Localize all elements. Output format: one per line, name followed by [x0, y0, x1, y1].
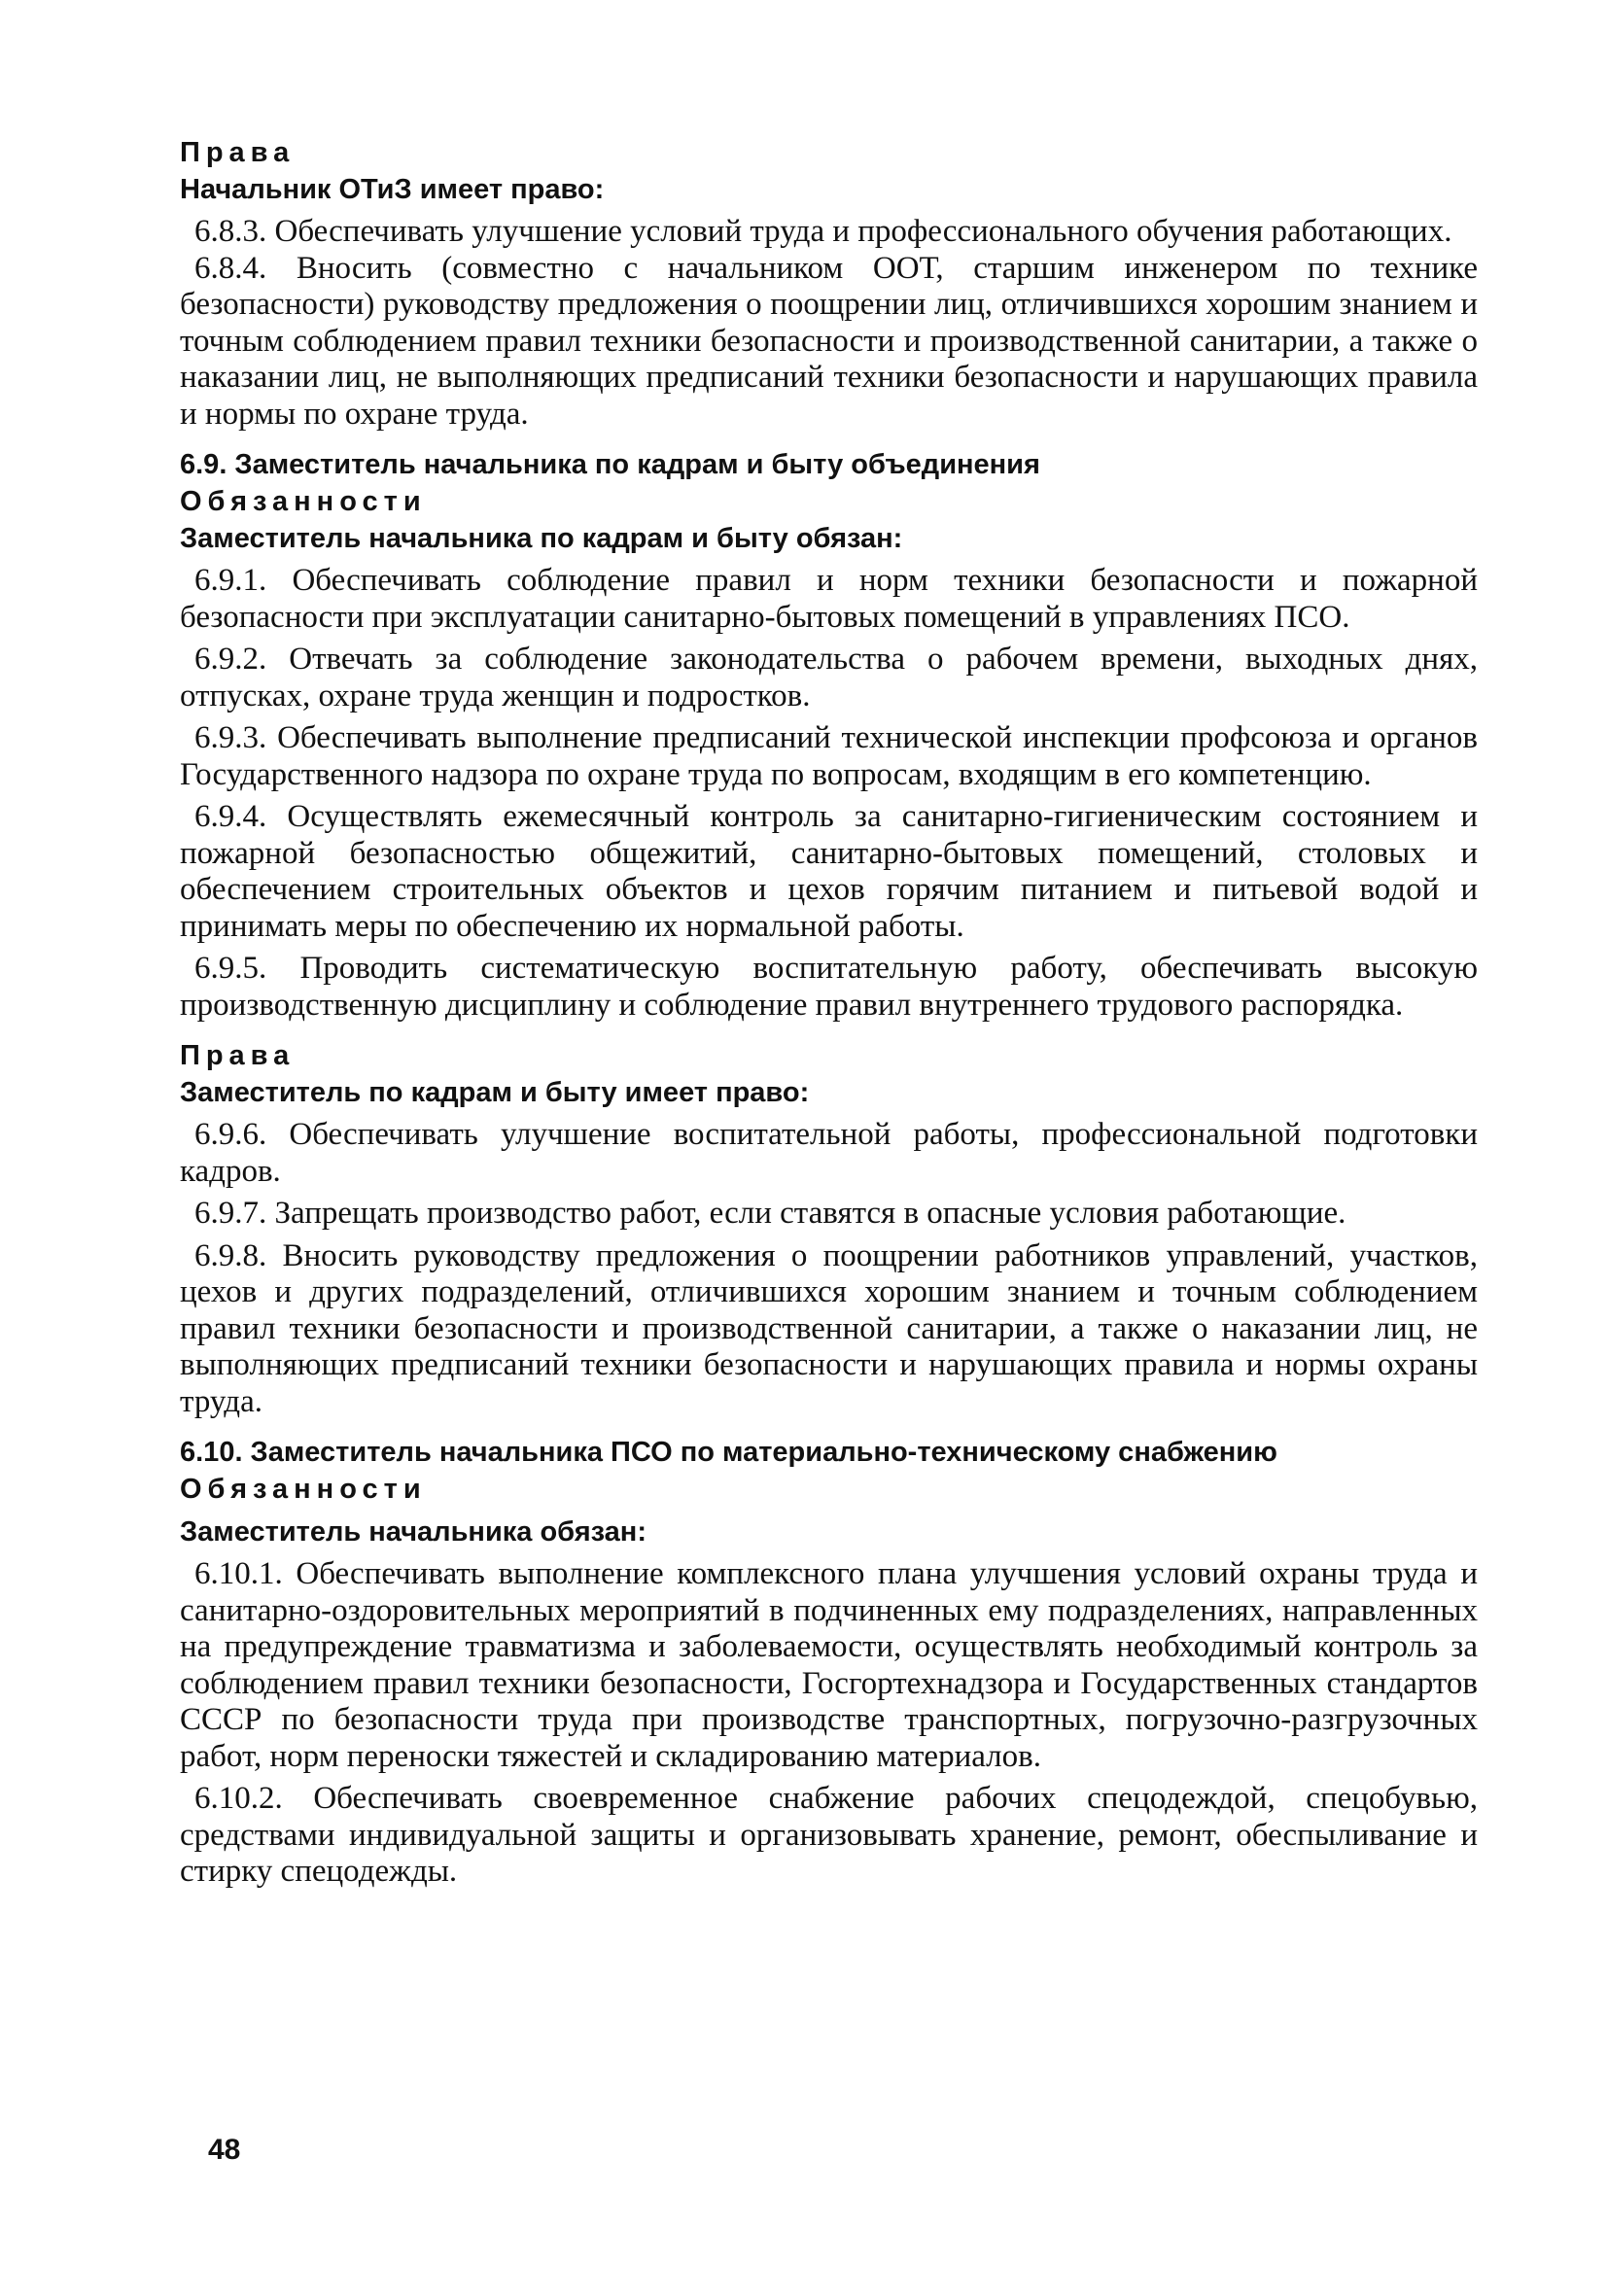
paragraph-6-9-6: 6.9.6. Обеспечивать улучшение воспитательной работы, профессиональной подготовки кадров.	[180, 1117, 1478, 1189]
duties-subtitle-2: Заместитель начальника обязан:	[180, 1516, 647, 1548]
paragraph-6-8-3: 6.8.3. Обеспечивать улучшение условий труда и профессионального обучения работающих.	[194, 214, 1452, 249]
rights-subtitle: Начальник ОТиЗ имеет право:	[180, 174, 605, 205]
rights-subtitle-2: Заместитель по кадрам и быту имеет право:	[180, 1077, 810, 1108]
page-number: 48	[208, 2134, 241, 2166]
section-heading-6-9: 6.9. Заместитель начальника по кадрам и быту объединения	[180, 449, 1040, 480]
text-column	[180, 134, 1478, 1891]
paragraph-6-9-2: 6.9.2. Отвечать за соблюдение законодательства о рабочем времени, выходных днях, отпусках, охране труда женщин и подростков.	[180, 642, 1478, 713]
paragraph-6-9-7: 6.9.7. Запрещать производство работ, если ставятся в опасные условия работающие.	[194, 1196, 1346, 1231]
duties-subtitle: Заместитель начальника по кадрам и быту обязан:	[180, 523, 903, 554]
paragraph-6-9-4: 6.9.4. Осуществлять ежемесячный контроль за санитарно-гигиеническим состоянием и пожарной безопасностью общежитий, санитарно-бытовых помещений, столовых и обеспечением строительных объектов и цехов горячим питанием и питьевой водой и принимать меры по обеспечению их нормальной работы.	[180, 799, 1478, 944]
paragraph-6-9-1: 6.9.1. Обеспечивать соблюдение правил и норм техники безопасности и пожарной безопасности при эксплуатации санитарно-бытовых помещений в управлениях ПСО.	[180, 563, 1478, 635]
duties-title: Обязанности	[180, 486, 427, 517]
duties-title-2: Обязанности	[180, 1474, 427, 1505]
rights-title: Права	[180, 137, 296, 168]
paragraph-6-8-4: 6.8.4. Вносить (совместно с начальником ООТ, старшим инженером по технике безопасности) руководству предложения о поощрении лиц, отличившихся хорошим знанием и точным соблюдением правил техники безопасности и производственной санитарии, а также о наказании лиц, не выполняющих предписаний техники безопасности и нарушающих правила и нормы по охране труда.	[180, 250, 1478, 432]
paragraph-6-9-5: 6.9.5. Проводить систематическую воспитательную работу, обеспечивать высокую производственную дисциплину и соблюдение правил внутреннего трудового распорядка.	[180, 951, 1478, 1023]
paragraph-6-10-2: 6.10.2. Обеспечивать своевременное снабжение рабочих спецодеждой, спецобувью, средствами индивидуальной защиты и организовывать хранение, ремонт, обеспыливание и стирку спецодежды.	[180, 1781, 1478, 1889]
section-heading-6-10: 6.10. Заместитель начальника ПСО по материально-техническому снабжению	[180, 1437, 1277, 1468]
paragraph-6-10-1: 6.10.1. Обеспечивать выполнение комплексного плана улучшения условий охраны труда и санитарно-оздоровительных мероприятий в подчиненных ему подразделениях, направленных на предупреждение травматизма и заболеваемости, осуществлять необходимый контроль за соблюдением правил техники безопасности, Госгортехнадзора и Государственных стандартов СССР по безопасности труда при производстве транспортных, погрузочно-разгрузочных работ, норм переноски тяжестей и складированию материалов.	[180, 1556, 1478, 1774]
paragraph-6-9-8: 6.9.8. Вносить руководству предложения о поощрении работников управлений, участков, цехов и других подразделений, отличившихся хорошим знанием и точным соблюдением правил техники безопасности и производственной санитарии, а также о наказании лиц, не выполняющих предписаний техники безопасности и нарушающих правила и нормы охраны труда.	[180, 1237, 1478, 1419]
paragraph-6-9-3: 6.9.3. Обеспечивать выполнение предписаний технической инспекции профсоюза и органов Государственного надзора по охране труда по вопросам, входящим в его компетенцию.	[180, 720, 1478, 792]
rights-title-2: Права	[180, 1040, 296, 1071]
